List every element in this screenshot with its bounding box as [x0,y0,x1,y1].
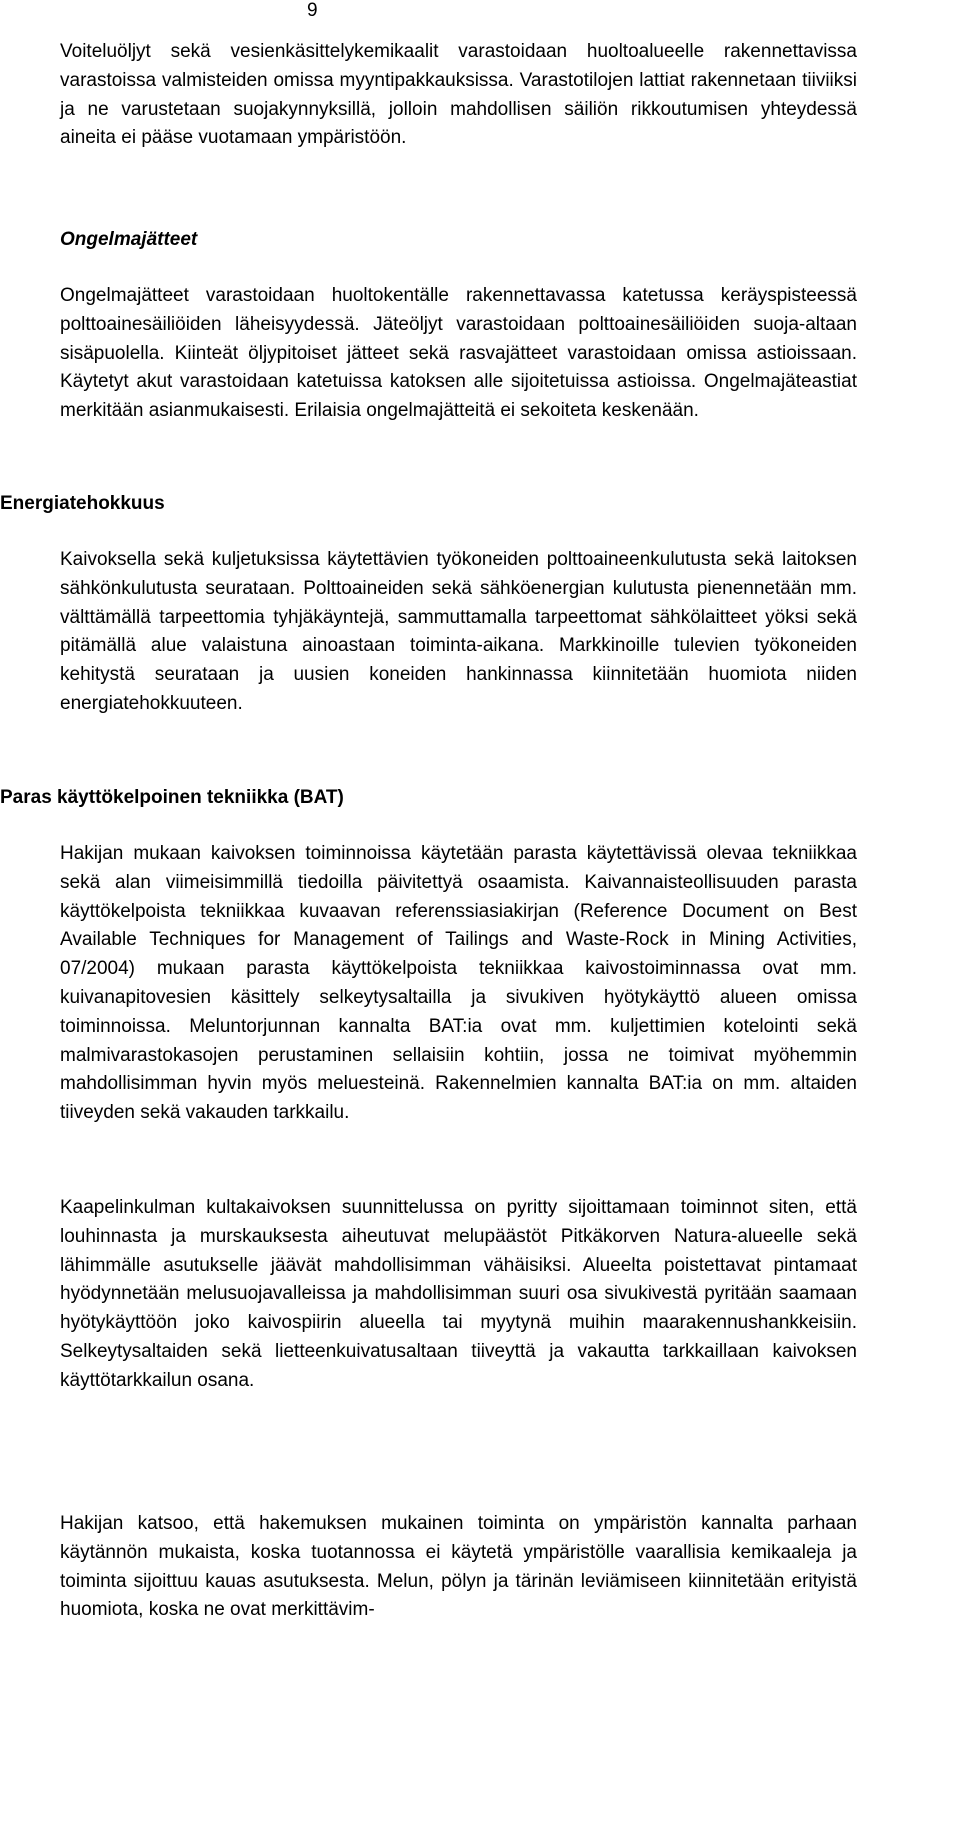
bat-heading: Paras käyttökelpoinen tekniikka (BAT) [0,787,344,808]
energy-efficiency-paragraph: Kaivoksella sekä kuljetuksissa käytettävien työkoneiden polttoaineenkulutusta sekä laitoksen sähkönkulutusta seurataan. Polttoaineiden sekä sähköenergian kulutusta pienennetään mm. välttämällä tarpeettomia tyhjäkäyntejä, sammuttamalla tarpeettomat sähkölaitteet yöksi sekä pitämällä alue valaistuna ainoastaan toiminta-aikana. Markkinoille tulevien työkoneiden kehitystä seurataan ja uusien koneiden hankinnassa kiinnitetään huomiota niiden energiatehokkuuteen. [60,549,857,714]
page-number: 9 [307,0,318,21]
bat-paragraph-2: Kaapelinkulman kultakaivoksen suunnittelussa on pyritty sijoittamaan toiminnot siten, että louhinnasta ja murskauksesta aiheutuvat melupäästöt Pitkäkorven Natura-alueelle sekä lähimmälle asutukselle jäävät mahdollisimman vähäisiksi. Alueelta poistettavat pintamaat hyödynnetään melusuojavalleissa ja mahdollisimman suuri osa sivukivestä pyritään saamaan hyötykäyttöön joko kaivospiirin alueella tai myytynä muihin maarakennushankkeisiin. Selkeytysaltaiden sekä lietteenkuivatusaltaan tiiveyttä ja vakautta tarkkaillaan kaivoksen käyttötarkkailun osana. [60,1197,857,1391]
intro-paragraph: Voiteluöljyt sekä vesienkäsittelykemikaalit varastoidaan huoltoalueelle rakennettavissa varastoissa valmisteiden omissa myyntipakkauksissa. Varastotilojen lattiat rakennetaan tiiviiksi ja ne varustetaan suojakynnyksillä, jolloin mahdollisen säiliön rikkoutumisen yhteydessä aineita ei pääse vuotamaan ympäristöön. [60,41,857,149]
hazardous-waste-paragraph: Ongelmajätteet varastoidaan huoltokentälle rakennettavassa katetussa keräyspisteessä polttoainesäiliöiden läheisyydessä. Jäteöljyt varastoidaan polttoainesäiliöiden suoja-altaan sisäpuolella. Kiinteät öljypitoiset jätteet sekä rasvajätteet varastoidaan omissa astioissaan. Käytetyt akut varastoidaan katetuissa katoksen alle sijoitetuissa astioissa. Ongelmajäteastiat merkitään asianmukaisesti. Erilaisia ongelmajätteitä ei sekoiteta keskenään. [60,285,857,422]
bat-paragraph-1: Hakijan mukaan kaivoksen toiminnoissa käytetään parasta käytettävissä olevaa tekniikkaa sekä alan viimeisimmillä tiedoilla päivitettyä osaamista. Kaivannaisteollisuuden parasta käyttökelpoista tekniikkaa kuvaavan referenssiasiakirjan (Reference Document on Best Available Techniques for Management of Tailings and Waste-Rock in Mining Activities, 07/2004) mukaan parasta käyttökelpoista tekniikkaa kaivostoiminnassa ovat mm. kuivanapitovesien käsittely selkeytysaltailla ja sivukiven hyötykäyttö alueen omissa toiminnoissa. Meluntorjunnan kannalta BAT:ia ovat mm. kuljettimien kotelointi sekä malmivarastokasojen perustaminen sellaisiin kohtiin, jossa ne toimivat myöhemmin mahdollisimman hyvin myös meluesteinä. Rakennelmien kannalta BAT:ia on mm. altaiden tiiveyden sekä vakauden tarkkailu. [60,843,857,1124]
hazardous-waste-section [0,282,960,426]
energy-efficiency-section [0,546,960,719]
intro-section [0,38,960,153]
bat-paragraph-3: Hakijan katsoo, että hakemuksen mukainen toiminta on ympäristön kannalta parhaan käytännön mukaista, koska tuotannossa ei käytetä ympäristölle vaarallisia kemikaaleja ja toiminta sijoittuu kauas asutuksesta. Melun, pölyn ja tärinän leviämiseen kiinnitetään erityistä huomiota, koska ne ovat merkittävim- [60,1513,857,1621]
energy-efficiency-heading: Energiatehokkuus [0,493,165,514]
bat-section-1 [0,840,960,1128]
hazardous-waste-heading: Ongelmajätteet [60,229,198,250]
bat-section-3 [0,1510,960,1625]
bat-section-2 [0,1194,960,1396]
